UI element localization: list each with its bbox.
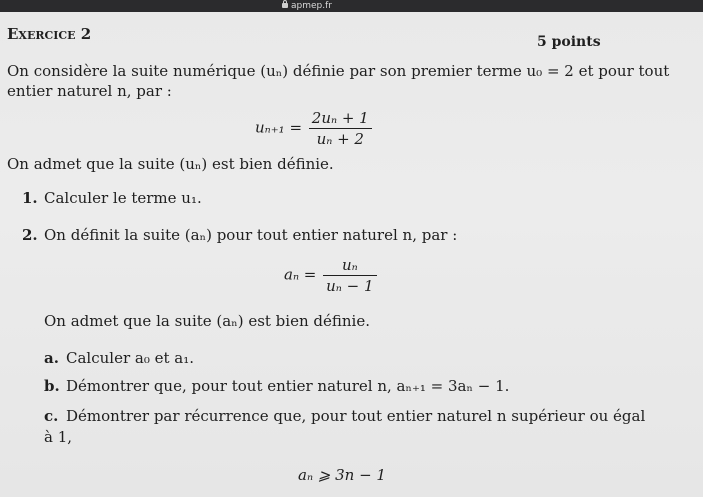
intro-line-1: On considère la suite numérique (uₙ) définie par son premier terme u₀ = 2 et pour tout: [7, 62, 670, 80]
question-c-text-line-1: Démontrer par récurrence que, pour tout entier naturel n supérieur ou égal: [66, 407, 646, 425]
question-1-number: 1.: [22, 189, 38, 207]
a-def-denominator: uₙ − 1: [326, 277, 374, 295]
question-2-number: 2.: [22, 226, 38, 244]
recurrence-fraction: [309, 109, 372, 148]
question-c-label: c.: [44, 407, 59, 425]
a-def-lhs: aₙ =: [284, 265, 317, 284]
inequality-formula: aₙ ⩾ 3n − 1: [298, 466, 386, 484]
question-1-text: Calculer le terme u₁.: [44, 189, 202, 207]
a-def-fraction: [323, 256, 376, 295]
question-2-text: On définit la suite (aₙ) pour tout entier naturel n, par :: [44, 226, 458, 244]
document-page: [0, 12, 703, 497]
url-text: apmep.fr: [291, 1, 332, 11]
question-a-text: Calculer a₀ et a₁.: [66, 349, 195, 367]
recurrence-formula: [255, 109, 374, 148]
intro-line-2: entier naturel n, par :: [7, 82, 172, 100]
question-b-text: Démontrer que, pour tout entier naturel n, aₙ₊₁ = 3aₙ − 1.: [66, 377, 510, 395]
admit-u-text: On admet que la suite (uₙ) est bien définie.: [7, 155, 334, 173]
url-display[interactable]: [282, 0, 332, 12]
recurrence-denominator: uₙ + 2: [316, 130, 364, 148]
lock-icon: [282, 3, 288, 8]
recurrence-numerator: 2uₙ + 1: [309, 109, 372, 129]
admit-a-text: On admet que la suite (aₙ) est bien définie.: [44, 312, 370, 330]
exercise-points: 5 points: [537, 34, 601, 50]
a-definition-formula: [284, 256, 379, 295]
browser-address-bar[interactable]: [0, 0, 703, 12]
question-c-text-line-2: à 1,: [44, 428, 73, 446]
a-def-numerator: uₙ: [323, 256, 376, 276]
question-b-label: b.: [44, 377, 60, 395]
exercise-title: Exercice 2: [7, 25, 92, 43]
question-a-label: a.: [44, 349, 59, 367]
recurrence-lhs: uₙ₊₁ =: [255, 118, 303, 137]
